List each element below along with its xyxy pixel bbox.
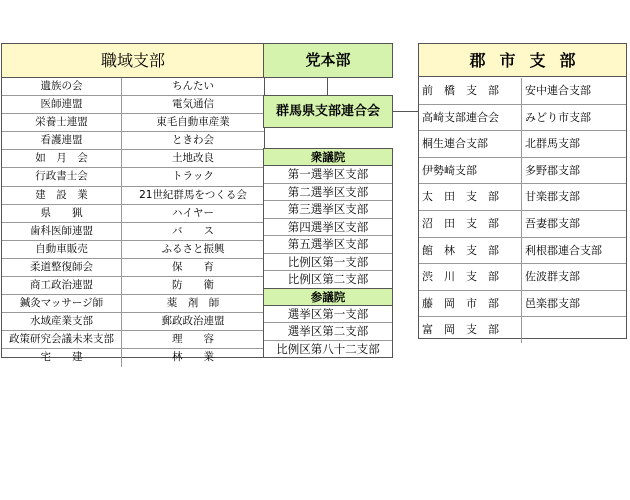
branch-cell: トラック bbox=[172, 170, 214, 183]
table-row bbox=[2, 241, 264, 259]
occupational-branches-table bbox=[2, 78, 264, 367]
table-row bbox=[419, 264, 626, 291]
party-headquarters-box: 党本部 bbox=[263, 43, 393, 78]
table-row bbox=[2, 150, 264, 168]
branch-cell: 多野郡支部 bbox=[525, 163, 580, 177]
table-row bbox=[419, 158, 626, 185]
branch-cell: 水域産業支部 bbox=[2, 313, 122, 330]
branch-cell: バ ス bbox=[172, 224, 214, 237]
branch-cell: 伊勢崎支部 bbox=[419, 158, 522, 184]
table-row bbox=[2, 132, 264, 150]
list-item: 第三選挙区支部 bbox=[264, 201, 392, 219]
house-of-councillors-heading: 参議院 bbox=[264, 289, 392, 306]
table-row bbox=[2, 349, 264, 366]
table-row bbox=[419, 211, 626, 238]
regional-branches-table bbox=[419, 78, 626, 343]
regional-branches-title: 郡市支部 bbox=[419, 44, 626, 77]
branch-cell: 高崎支部連合会 bbox=[419, 105, 522, 131]
branch-cell: 宅 建 bbox=[2, 349, 122, 366]
branch-cell: 渋 川 支 部 bbox=[419, 264, 522, 290]
branch-cell: 桐生連合支部 bbox=[419, 131, 522, 157]
connector-line bbox=[327, 78, 328, 95]
list-item: 第五選挙区支部 bbox=[264, 236, 392, 254]
branch-cell: 遺族の会 bbox=[2, 78, 122, 95]
branch-cell: 東毛自動車産業 bbox=[156, 116, 230, 129]
branch-cell: 保 育 bbox=[172, 260, 214, 273]
branch-cell: 建 設 業 bbox=[2, 187, 122, 204]
table-row bbox=[2, 96, 264, 114]
connector-line bbox=[393, 111, 419, 112]
table-row bbox=[2, 259, 264, 277]
branch-cell: 商工政治連盟 bbox=[2, 277, 122, 294]
branch-cell: 医師連盟 bbox=[2, 96, 122, 113]
branch-cell: 北群馬支部 bbox=[525, 137, 580, 151]
occupational-branches-panel bbox=[1, 43, 265, 364]
branch-cell: 前 橋 支 部 bbox=[419, 78, 522, 104]
table-row bbox=[419, 184, 626, 211]
table-row bbox=[2, 277, 264, 295]
branch-cell: 鍼灸マッサージ師 bbox=[2, 295, 122, 312]
branch-cell: 薬 剤 師 bbox=[166, 297, 220, 310]
branch-cell: みどり市支部 bbox=[525, 110, 591, 124]
branch-cell: 21世紀群馬をつくる会 bbox=[139, 188, 247, 201]
table-row bbox=[2, 331, 264, 349]
list-item: 選挙区第一支部 bbox=[264, 306, 392, 324]
branch-cell: 甘楽郡支部 bbox=[525, 190, 580, 204]
list-item: 第二選挙区支部 bbox=[264, 184, 392, 202]
branch-cell: 歯科医師連盟 bbox=[2, 223, 122, 240]
list-item: 比例区第一支部 bbox=[264, 254, 392, 272]
branch-cell: 栄養士連盟 bbox=[2, 114, 122, 131]
table-row bbox=[2, 78, 264, 96]
table-row bbox=[419, 105, 626, 132]
table-row bbox=[2, 114, 264, 132]
branch-cell: 県 猟 bbox=[2, 205, 122, 222]
occupational-branches-title: 職域支部 bbox=[2, 44, 264, 78]
branch-cell: ときわ会 bbox=[172, 134, 214, 147]
table-row bbox=[419, 78, 626, 105]
table-row bbox=[2, 205, 264, 223]
branch-cell: 理 容 bbox=[172, 333, 214, 346]
table-row bbox=[2, 313, 264, 331]
branch-cell: 利根郡連合支部 bbox=[525, 243, 602, 257]
branch-cell: 太 田 支 部 bbox=[419, 184, 522, 210]
branch-cell: 館 林 支 部 bbox=[419, 238, 522, 264]
table-row bbox=[2, 168, 264, 186]
branch-cell: 柔道整復師会 bbox=[2, 259, 122, 276]
branch-cell: 邑楽郡支部 bbox=[525, 296, 580, 310]
branch-cell: 如 月 会 bbox=[2, 150, 122, 167]
branch-cell: ハイヤー bbox=[172, 206, 214, 219]
list-item: 選挙区第二支部 bbox=[264, 323, 392, 341]
branch-cell: 自動車販売 bbox=[2, 241, 122, 258]
branch-cell: 看護連盟 bbox=[2, 132, 122, 149]
branch-cell: 郵政政治連盟 bbox=[161, 315, 225, 328]
table-row bbox=[2, 295, 264, 313]
branch-cell: 安中連合支部 bbox=[525, 84, 591, 97]
branch-cell bbox=[522, 317, 626, 343]
branch-cell: 吾妻郡支部 bbox=[525, 216, 580, 230]
branch-cell: 政策研究会議未来支部 bbox=[2, 331, 122, 348]
table-row bbox=[419, 131, 626, 158]
branch-cell: 佐波群支部 bbox=[525, 270, 580, 284]
table-row bbox=[419, 317, 626, 343]
table-row bbox=[2, 223, 264, 241]
regional-branches-panel bbox=[418, 43, 627, 339]
list-item: 第四選挙区支部 bbox=[264, 219, 392, 237]
prefectural-federation-box: 群馬県支部連合会 bbox=[263, 95, 393, 128]
branch-cell: 林 業 bbox=[172, 351, 214, 364]
branch-cell: 土地改良 bbox=[172, 152, 214, 165]
branch-cell: 電気通信 bbox=[172, 98, 214, 111]
branch-cell: 藤 岡 市 部 bbox=[419, 291, 522, 317]
house-of-representatives-heading: 衆議院 bbox=[264, 149, 392, 166]
list-item: 第一選挙区支部 bbox=[264, 166, 392, 184]
branch-cell: 行政書士会 bbox=[2, 168, 122, 185]
table-row bbox=[419, 291, 626, 318]
branch-cell: ちんたい bbox=[172, 80, 214, 92]
list-item: 比例区第八十二支部 bbox=[276, 341, 380, 356]
branch-cell: ふるさと振興 bbox=[161, 242, 225, 255]
table-row bbox=[419, 238, 626, 265]
branch-cell: 防 衛 bbox=[172, 279, 214, 292]
branch-cell: 沼 田 支 部 bbox=[419, 211, 522, 237]
electoral-branches-list bbox=[263, 148, 393, 358]
list-item: 比例区第二支部 bbox=[264, 271, 392, 289]
table-row bbox=[2, 187, 264, 205]
branch-cell: 富 岡 支 部 bbox=[419, 317, 522, 343]
